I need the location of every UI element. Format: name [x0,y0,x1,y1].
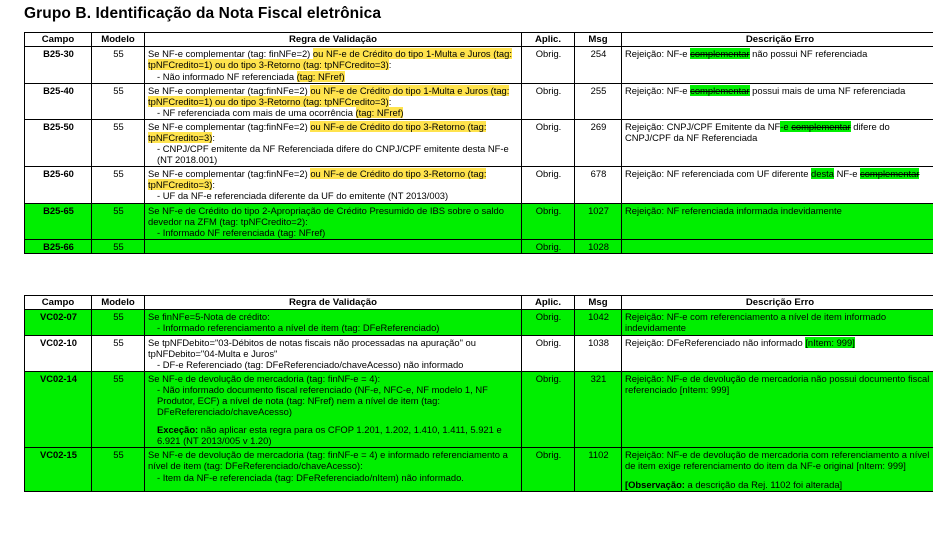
cell-modelo: 55 [92,239,145,253]
cell-aplic: Obrig. [522,310,575,335]
regra-line: Se tpNFDebito="03-Débitos de notas fiscais não processadas na apuração" ou tpNFDebito="04-Multa e Juros" [148,337,476,359]
cell-desc [622,239,933,253]
cell-modelo: 55 [92,203,145,239]
desc-text-inserted: [nItem: 999] [805,337,855,348]
cell-campo: VC02-10 [25,335,92,371]
desc-text-inserted: -e [780,121,791,132]
cell-modelo: 55 [92,448,145,491]
cell-msg: 1038 [575,335,622,371]
cell-desc [622,47,933,83]
column-header-modelo: Modelo [92,296,145,310]
desc-text-pre: Rejeição: DFeReferenciado não informado [625,337,805,348]
regra-text-post: : [389,59,392,70]
regra-subline: - CNPJ/CPF emitente da NF Referenciada difere do CNPJ/CPF emitente desta NF-e (NT 2018.001) [148,143,519,165]
cell-modelo: 55 [92,310,145,335]
cell-aplic: Obrig. [522,83,575,119]
cell-regra [145,167,522,203]
cell-msg: 254 [575,47,622,83]
cell-campo: B25-65 [25,203,92,239]
desc-text-strike: complementar [690,85,749,96]
regra-text-pre: Se NF-e complementar (tag: finNFe=2) [148,48,313,59]
cell-aplic: Obrig. [522,448,575,491]
regra-text-post: : [212,179,215,190]
table-row [25,371,933,448]
cell-aplic: Obrig. [522,371,575,448]
regra-subline: - Não informado documento fiscal referenciado (NF-e, NFC-e, NF modelo 1, NF Produtor, ECF) a nível de nota (tag: NFref) nem a nível de item (tag: DFeReferenciado/chaveAcesso) [148,384,519,417]
cell-campo: B25-60 [25,167,92,203]
cell-msg: 1042 [575,310,622,335]
cell-modelo: 55 [92,167,145,203]
regra-subline: - UF da NF-e referenciada diferente da UF do emitente (NT 2013/003) [148,190,519,201]
regra-subline: - Item da NF-e referenciada (tag: DFeReferenciado/nItem) não informado. [148,472,519,483]
cell-desc: Rejeição: NF referenciada informada indevidamente [622,203,933,239]
table-header-row [25,296,933,310]
table-header-row [25,33,933,47]
regra-text-post: : [212,132,215,143]
desc-text-mid: NF-e [834,168,860,179]
column-header-aplic: Aplic. [522,296,575,310]
regra-line: Se NF-e de Crédito do tipo 2-Apropriação de Crédito Presumido de IBS sobre o saldo devedor na ZFM (tag: tpNFCredito=2): [148,205,504,227]
page-title: Grupo B. Identificação da Nota Fiscal eletrônica [24,5,933,23]
regra-text-pre: Se NF-e complementar (tag:finNFe=2) [148,85,310,96]
regra-subline-text: - Não informado NF referenciada [157,71,297,82]
cell-campo: VC02-15 [25,448,92,491]
column-header-modelo: Modelo [92,33,145,47]
cell-desc [622,167,933,203]
desc-text-pre: Rejeição: NF-e [625,85,690,96]
desc-spacer [625,472,933,479]
cell-msg: 1028 [575,239,622,253]
cell-msg: 269 [575,119,622,166]
desc-observation [625,479,842,490]
cell-regra [145,448,522,491]
regra-text-pre: Se NF-e complementar (tag:finNFe=2) [148,168,310,179]
cell-aplic: Obrig. [522,167,575,203]
column-header-desc: Descrição Erro [622,33,933,47]
regra-subline-text: - NF referenciada com mais de uma ocorrência [157,107,356,118]
cell-msg: 1102 [575,448,622,491]
table-row [25,448,933,491]
cell-desc [622,335,933,371]
cell-regra [145,83,522,119]
cell-desc [622,83,933,119]
desc-text-inserted: desta [811,168,834,179]
desc-observation-label: [Observação: [625,479,685,490]
table-row-clipped [25,239,933,253]
column-header-desc: Descrição Erro [622,296,933,310]
column-header-regra: Regra de Validação [145,296,522,310]
cell-regra [145,335,522,371]
regra-subline: - DF-e Referenciado (tag: DFeReferenciado/chaveAcesso) não informado [148,359,519,370]
regra-text-highlight: ou NF-e de Crédito do tipo 1-Multa e Juros (tag: tpNFCredito=1) ou do tipo 3-Retorno (tag: tpNFCredito=3) [148,85,509,107]
cell-modelo: 55 [92,335,145,371]
cell-modelo: 55 [92,47,145,83]
regra-exception-text: não aplicar esta regra para os CFOP 1.201, 1.202, 1.410, 1.411, 5.921 e 6.921 (NT 2013/005 v 1.20) [157,424,502,446]
regra-line: Se NF-e de devolução de mercadoria (tag: finNF-e = 4) e informado referenciamento a nível de item (tag: DFeReferenciado/chaveAcesso): [148,449,508,471]
regra-subline-highlight: (tag: NFref) [356,107,404,118]
cell-modelo: 55 [92,371,145,448]
column-header-campo: Campo [25,296,92,310]
desc-text-pre: Rejeição: CNPJ/CPF Emitente da NF [625,121,780,132]
regra-text-pre: Se NF-e complementar (tag:finNFe=2) [148,121,310,132]
cell-campo: VC02-14 [25,371,92,448]
cell-regra [145,371,522,448]
cell-regra [145,47,522,83]
column-header-campo: Campo [25,33,92,47]
table-row [25,119,933,166]
cell-regra [145,239,522,253]
validation-table-group-b [24,32,933,254]
desc-text-strike: complementar [860,168,919,179]
table-row [25,310,933,335]
cell-aplic: Obrig. [522,47,575,83]
column-header-aplic: Aplic. [522,33,575,47]
cell-regra [145,310,522,335]
desc-line: Rejeição: NF-e de devolução de mercadoria com referenciamento a nível de item exige referenciamento do item da NF-e original [nItem: 999] [625,449,929,471]
regra-subline-highlight: (tag: NFref) [297,71,345,82]
desc-text-post: possui mais de uma NF referenciada [750,85,906,96]
desc-text-strike: complementar [690,48,749,59]
desc-text-pre: Rejeição: NF referenciada com UF diferente [625,168,811,179]
table-row [25,83,933,119]
cell-desc: Rejeição: NF-e de devolução de mercadoria não possui documento fiscal referenciado [nItem: 999] [622,371,933,448]
validation-table-vc02 [24,295,933,492]
regra-subline: - Informado referenciamento a nível de item (tag: DFeReferenciado) [148,322,519,333]
regra-line: Se NF-e de devolução de mercadoria (tag: finNF-e = 4): [148,373,380,384]
regra-line: Se finNFe=5-Nota de crédito: [148,311,270,322]
regra-subline [148,107,519,118]
cell-msg: 1027 [575,203,622,239]
cell-campo: VC02-07 [25,310,92,335]
column-header-msg: Msg [575,33,622,47]
desc-text-strike: complementar [791,121,850,132]
cell-desc: Rejeição: NF-e com referenciamento a nível de item informado indevidamente [622,310,933,335]
cell-regra [145,203,522,239]
desc-observation-text: a descrição da Rej. 1102 foi alterada] [685,479,842,490]
column-header-regra: Regra de Validação [145,33,522,47]
cell-msg: 255 [575,83,622,119]
cell-campo: B25-66 [25,239,92,253]
desc-text-post: não possui NF referenciada [750,48,868,59]
table-row [25,335,933,371]
document-page [0,5,933,557]
desc-text-pre: Rejeição: NF-e [625,48,690,59]
regra-subline: - Informado NF referenciada (tag: NFref) [148,227,519,238]
cell-aplic: Obrig. [522,239,575,253]
table-row [25,167,933,203]
column-header-msg: Msg [575,296,622,310]
regra-text-highlight: ou NF-e de Crédito do tipo 1-Multa e Juros (tag: tpNFCredito=1) ou do tipo 3-Retorno (tag: tpNFCredito=3) [148,48,512,70]
cell-msg: 678 [575,167,622,203]
regra-exception [148,424,519,446]
desc-text-post: difere do CNPJ/CPF da NF Referenciada [625,121,890,143]
regra-text-highlight: ou NF-e de Crédito do tipo 3-Retorno (tag: tpNFCredito=3) [148,121,486,143]
cell-modelo: 55 [92,119,145,166]
table-row [25,47,933,83]
cell-desc [622,448,933,491]
cell-regra [145,119,522,166]
cell-campo: B25-40 [25,83,92,119]
regra-exception-label: Exceção: [157,424,198,435]
cell-aplic: Obrig. [522,335,575,371]
regra-subline [148,71,519,82]
table-row [25,203,933,239]
cell-campo: B25-50 [25,119,92,166]
cell-campo: B25-30 [25,47,92,83]
regra-text-post: : [389,96,392,107]
regra-spacer [148,417,519,424]
cell-aplic: Obrig. [522,119,575,166]
cell-msg: 321 [575,371,622,448]
cell-desc [622,119,933,166]
regra-text-highlight: ou NF-e de Crédito do tipo 3-Retorno (tag: tpNFCredito=3) [148,168,486,190]
cell-aplic: Obrig. [522,203,575,239]
cell-modelo: 55 [92,83,145,119]
